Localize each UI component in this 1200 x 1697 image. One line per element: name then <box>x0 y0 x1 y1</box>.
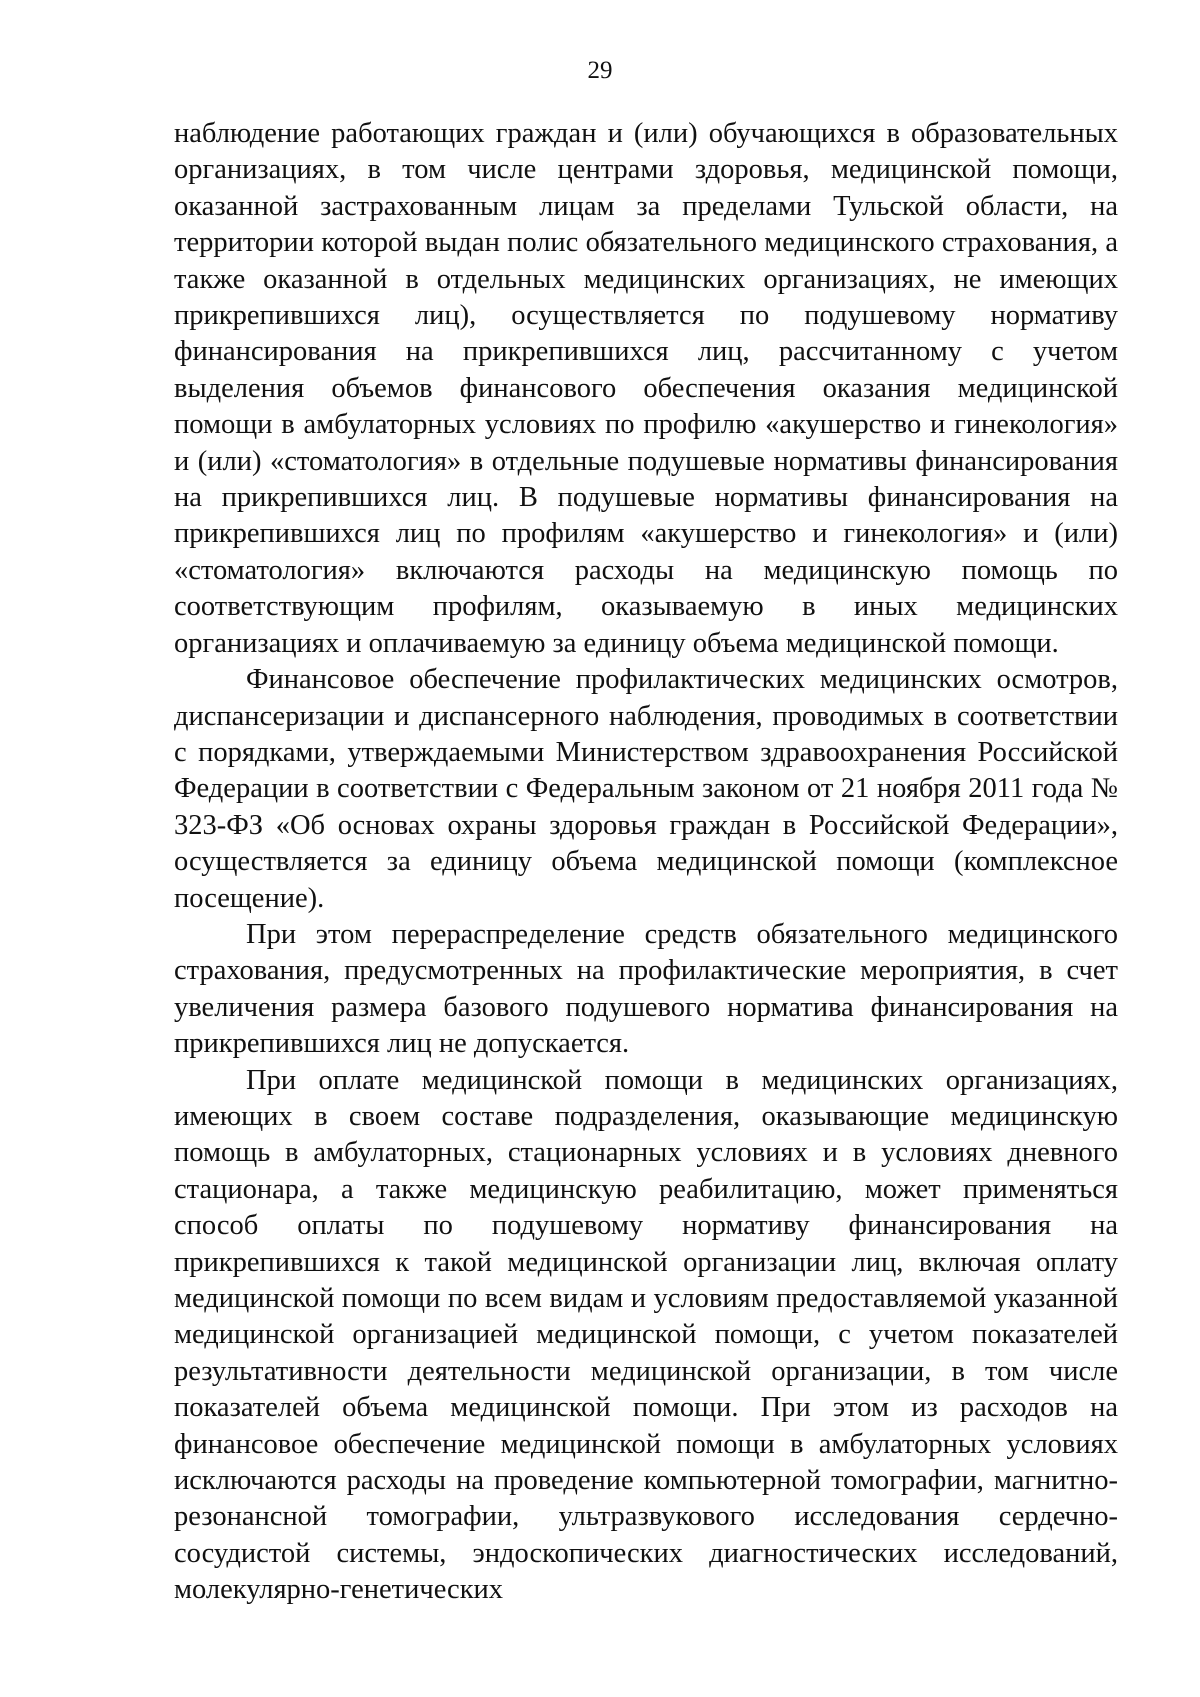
paragraph-1: наблюдение работающих граждан и (или) обучающихся в образовательных организациях, в том числе центрами здоровья, медицинской помощи, оказанной застрахованным лицам за пределами Тульской области, на территории которой выдан полис обязательного медицинского страхования, а также оказанной в отдельных медицинских организациях, не имеющих прикрепившихся лиц), осуществляется по подушевому нормативу финансирования на прикрепившихся лиц, рассчитанному с учетом выделения объемов финансового обеспечения оказания медицинской помощи в амбулаторных условиях по профилю «акушерство и гинекология» и (или) «стоматология» в отдельные подушевые нормативы финансирования на прикрепившихся лиц. В подушевые нормативы финансирования на прикрепившихся лиц по профилям «акушерство и гинекология» и (или) «стоматология» включаются расходы на медицинскую помощь по соответствующим профилям, оказываемую в иных медицинских организациях и оплачиваемую за единицу объема медицинской помощи. <box>174 118 1118 659</box>
paragraph-2: Финансовое обеспечение профилактических медицинских осмотров, диспансеризации и диспансерного наблюдения, проводимых в соответствии с порядками, утверждаемыми Министерством здравоохранения Российской Федерации в соответствии с Федеральным законом от 21 ноября 2011 года № 323-ФЗ «Об основах охраны здоровья граждан в Российской Федерации», осуществляется за единицу объема медицинской помощи (комплексное посещение). <box>174 664 1118 914</box>
document-body <box>174 116 1118 1609</box>
paragraph-3: При этом перераспределение средств обязательного медицинского страхования, предусмотренных на профилактические мероприятия, в счет увеличения размера базового подушевого норматива финансирования на прикрепившихся лиц не допускается. <box>174 918 1118 1060</box>
paragraph-4: При оплате медицинской помощи в медицинских организациях, имеющих в своем составе подразделения, оказывающие медицинскую помощь в амбулаторных, стационарных условиях и в условиях дневного стационара, а также медицинскую реабилитацию, может применяться способ оплаты по подушевому нормативу финансирования на прикрепившихся к такой медицинской организации лиц, включая оплату медицинской помощи по всем видам и условиям предоставляемой указанной медицинской организацией медицинской помощи, с учетом показателей результативности деятельности медицинской организации, в том числе показателей объема медицинской помощи. При этом из расходов на финансовое обеспечение медицинской помощи в амбулаторных условиях исключаются расходы на проведение компьютерной томографии, магнитно-резонансной томографии, ультразвукового исследования сердечно-сосудистой системы, эндоскопических диагностических исследований, молекулярно-генетических <box>174 1064 1118 1606</box>
page-number: 29 <box>587 57 613 84</box>
